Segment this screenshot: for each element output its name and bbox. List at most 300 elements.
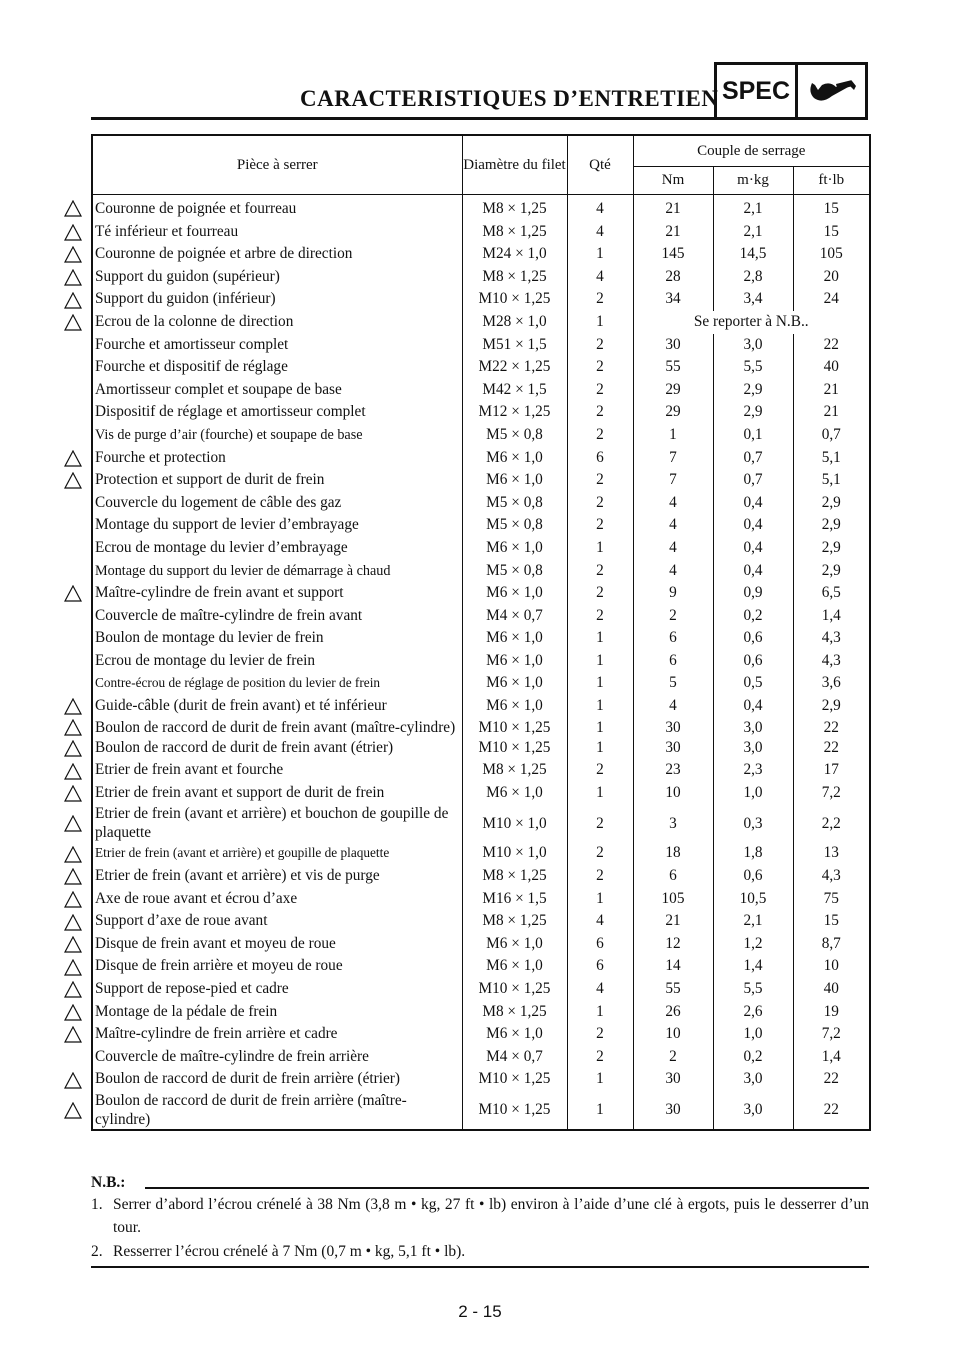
cell-mkg: 3,0: [713, 718, 793, 737]
cell-qty: 1: [567, 1091, 633, 1130]
cell-part: Support de repose-pied et cadre: [92, 978, 462, 1001]
cell-part: Fourche et dispositif de réglage: [92, 356, 462, 379]
triangle-marker-icon: [64, 815, 82, 832]
triangle-marker-icon: [64, 846, 82, 863]
cell-nm: 14: [633, 955, 713, 978]
cell-mkg: 14,5: [713, 243, 793, 266]
bottom-rule: [91, 1266, 869, 1268]
cell-thread: M42 × 1,5: [462, 379, 567, 402]
table-row: [92, 782, 870, 805]
cell-mkg: 3,0: [713, 737, 793, 760]
cell-mkg: 0,4: [713, 514, 793, 537]
cell-thread: M6 × 1,0: [462, 1023, 567, 1046]
cell-nm: 29: [633, 401, 713, 424]
cell-mkg: 2,1: [713, 195, 793, 221]
cell-qty: 1: [567, 888, 633, 911]
cell-qty: 2: [567, 605, 633, 628]
cell-thread: M22 × 1,25: [462, 356, 567, 379]
cell-nm: 10: [633, 1023, 713, 1046]
table-row: [92, 379, 870, 402]
table-row: [92, 582, 870, 605]
cell-ftlb: 2,9: [793, 492, 870, 515]
cell-ftlb: 22: [793, 718, 870, 737]
cell-qty: 1: [567, 537, 633, 560]
cell-part: Ecrou de montage du levier d’embrayage: [92, 537, 462, 560]
cell-part: Axe de roue avant et écrou d’axe: [92, 888, 462, 911]
header-nm: Nm: [633, 167, 713, 195]
triangle-marker-icon: [64, 314, 82, 331]
cell-mkg: 0,3: [713, 804, 793, 842]
cell-qty: 2: [567, 865, 633, 888]
cell-mkg: 0,4: [713, 560, 793, 583]
cell-mkg: 2,8: [713, 266, 793, 289]
table-row: [92, 865, 870, 888]
table-row: [92, 266, 870, 289]
cell-nm: 4: [633, 514, 713, 537]
cell-mkg: 2,1: [713, 221, 793, 244]
cell-nm: 28: [633, 266, 713, 289]
cell-thread: M10 × 1,25: [462, 1068, 567, 1091]
cell-nm: 12: [633, 933, 713, 956]
triangle-marker-icon: [64, 868, 82, 885]
cell-mkg: 0,4: [713, 537, 793, 560]
cell-torque-note: Se reporter à N.B..: [633, 311, 870, 334]
cell-part: Contre-écrou de réglage de position du levier de frein: [92, 672, 462, 695]
cell-qty: 4: [567, 266, 633, 289]
cell-mkg: 0,6: [713, 650, 793, 673]
cell-thread: M6 × 1,0: [462, 672, 567, 695]
cell-part: Disque de frein avant et moyeu de roue: [92, 933, 462, 956]
cell-thread: M16 × 1,5: [462, 888, 567, 911]
cell-part: Fourche et amortisseur complet: [92, 334, 462, 357]
cell-thread: M5 × 0,8: [462, 492, 567, 515]
cell-nm: 6: [633, 650, 713, 673]
cell-ftlb: 2,9: [793, 560, 870, 583]
table-row: [92, 933, 870, 956]
cell-ftlb: 1,4: [793, 605, 870, 628]
cell-nm: 21: [633, 910, 713, 933]
cell-nm: 3: [633, 804, 713, 842]
cell-part: Support d’axe de roue avant: [92, 910, 462, 933]
cell-thread: M6 × 1,0: [462, 537, 567, 560]
cell-ftlb: 13: [793, 842, 870, 865]
note-text: Resserrer l’écrou crénelé à 7 Nm (0,7 m • kg, 5,1 ft • lb).: [113, 1243, 466, 1260]
cell-thread: M5 × 0,8: [462, 514, 567, 537]
cell-thread: M5 × 0,8: [462, 424, 567, 447]
cell-qty: 2: [567, 1046, 633, 1069]
cell-ftlb: 7,2: [793, 782, 870, 805]
cell-ftlb: 15: [793, 910, 870, 933]
cell-qty: 4: [567, 910, 633, 933]
cell-part: Ecrou de la colonne de direction: [92, 311, 462, 334]
cell-thread: M10 × 1,25: [462, 718, 567, 737]
cell-mkg: 2,1: [713, 910, 793, 933]
cell-thread: M8 × 1,25: [462, 1001, 567, 1024]
spec-badge-label: SPEC: [717, 65, 798, 117]
cell-part: Etrier de frein avant et fourche: [92, 759, 462, 782]
cell-qty: 2: [567, 582, 633, 605]
triangle-marker-icon: [64, 740, 82, 757]
cell-part: Couvercle de maître-cylindre de frein avant: [92, 605, 462, 628]
cell-nm: 30: [633, 718, 713, 737]
header-ftlb: ft·lb: [793, 167, 870, 195]
cell-qty: 2: [567, 356, 633, 379]
cell-qty: 2: [567, 469, 633, 492]
cell-mkg: 0,7: [713, 447, 793, 470]
spec-badge: [714, 62, 868, 120]
cell-thread: M8 × 1,25: [462, 910, 567, 933]
table-row: [92, 537, 870, 560]
cell-qty: 1: [567, 737, 633, 760]
triangle-marker-icon: [64, 1026, 82, 1043]
cell-nm: 4: [633, 492, 713, 515]
cell-thread: M8 × 1,25: [462, 195, 567, 221]
cell-mkg: 0,2: [713, 1046, 793, 1069]
cell-qty: 2: [567, 759, 633, 782]
table-row: [92, 955, 870, 978]
cell-thread: M28 × 1,0: [462, 311, 567, 334]
cell-mkg: 1,2: [713, 933, 793, 956]
table-row: [92, 759, 870, 782]
cell-thread: M6 × 1,0: [462, 447, 567, 470]
cell-nm: 9: [633, 582, 713, 605]
cell-ftlb: 22: [793, 737, 870, 760]
table-row: [92, 910, 870, 933]
table-row: [92, 627, 870, 650]
triangle-marker-icon: [64, 1072, 82, 1089]
cell-nm: 26: [633, 1001, 713, 1024]
cell-nm: 6: [633, 627, 713, 650]
cell-mkg: 0,6: [713, 627, 793, 650]
cell-nm: 55: [633, 978, 713, 1001]
table-row: [92, 243, 870, 266]
cell-nm: 1: [633, 424, 713, 447]
title-underline: [91, 117, 715, 120]
note-text: Serrer d’abord l’écrou crénelé à 38 Nm (3,8 m • kg, 27 ft • lb) environ à l’aide d’une clé à ergots, puis le desserrer d’un tour.: [113, 1196, 869, 1236]
cell-mkg: 1,0: [713, 782, 793, 805]
cell-part: Boulon de raccord de durit de frein avant (maître-cylindre): [92, 718, 462, 737]
cell-qty: 2: [567, 334, 633, 357]
cell-part: Support du guidon (inférieur): [92, 288, 462, 311]
cell-part: Montage du support de levier d’embrayage: [92, 514, 462, 537]
header-torque: Couple de serrage: [633, 135, 870, 167]
cell-thread: M8 × 1,25: [462, 865, 567, 888]
cell-part: Amortisseur complet et soupape de base: [92, 379, 462, 402]
cell-mkg: 2,3: [713, 759, 793, 782]
table-row: [92, 888, 870, 911]
table-row: [92, 650, 870, 673]
cell-ftlb: 17: [793, 759, 870, 782]
cell-mkg: 3,0: [713, 1068, 793, 1091]
cell-part: Boulon de montage du levier de frein: [92, 627, 462, 650]
cell-thread: M8 × 1,25: [462, 759, 567, 782]
header-thread: Diamètre du filet: [462, 135, 567, 195]
cell-qty: 2: [567, 424, 633, 447]
cell-qty: 1: [567, 672, 633, 695]
cell-ftlb: 7,2: [793, 1023, 870, 1046]
cell-mkg: 1,4: [713, 955, 793, 978]
cell-thread: M4 × 0,7: [462, 605, 567, 628]
cell-ftlb: 10: [793, 955, 870, 978]
cell-ftlb: 5,1: [793, 469, 870, 492]
cell-part: Protection et support de durit de frein: [92, 469, 462, 492]
cell-mkg: 1,0: [713, 1023, 793, 1046]
table-row: [92, 842, 870, 865]
cell-ftlb: 24: [793, 288, 870, 311]
cell-thread: M6 × 1,0: [462, 695, 567, 718]
cell-thread: M4 × 0,7: [462, 1046, 567, 1069]
triangle-marker-icon: [64, 763, 82, 780]
triangle-marker-icon: [64, 981, 82, 998]
table-row: [92, 514, 870, 537]
cell-nm: 2: [633, 605, 713, 628]
cell-ftlb: 75: [793, 888, 870, 911]
cell-nm: 30: [633, 737, 713, 760]
cell-mkg: 3,4: [713, 288, 793, 311]
cell-ftlb: 2,9: [793, 514, 870, 537]
cell-part: Couvercle du logement de câble des gaz: [92, 492, 462, 515]
cell-part: Etrier de frein (avant et arrière) et goupille de plaquette: [92, 842, 462, 865]
note-number: 1.: [91, 1196, 103, 1213]
table-row: [92, 1001, 870, 1024]
cell-ftlb: 2,2: [793, 804, 870, 842]
cell-qty: 2: [567, 842, 633, 865]
cell-mkg: 1,8: [713, 842, 793, 865]
cell-nm: 145: [633, 243, 713, 266]
cell-qty: 1: [567, 718, 633, 737]
triangle-marker-icon: [64, 200, 82, 217]
nb-rule: [145, 1187, 869, 1189]
cell-qty: 6: [567, 447, 633, 470]
cell-part: Couvercle de maître-cylindre de frein arrière: [92, 1046, 462, 1069]
header-mkg: m·kg: [713, 167, 793, 195]
cell-part: Guide-câble (durit de frein avant) et té inférieur: [92, 695, 462, 718]
table-row: [92, 560, 870, 583]
cell-part: Etrier de frein avant et support de durit de frein: [92, 782, 462, 805]
table-row: [92, 605, 870, 628]
cell-part: Té inférieur et fourreau: [92, 221, 462, 244]
cell-part: Maître-cylindre de frein arrière et cadre: [92, 1023, 462, 1046]
cell-mkg: 0,2: [713, 605, 793, 628]
note-number: 2.: [91, 1243, 103, 1260]
cell-qty: 2: [567, 401, 633, 424]
cell-nm: 30: [633, 334, 713, 357]
cell-nm: 10: [633, 782, 713, 805]
table-row: [92, 424, 870, 447]
cell-ftlb: 19: [793, 1001, 870, 1024]
torque-spec-table: [91, 134, 871, 1131]
cell-mkg: 2,9: [713, 401, 793, 424]
cell-thread: M6 × 1,0: [462, 627, 567, 650]
cell-qty: 2: [567, 514, 633, 537]
cell-nm: 34: [633, 288, 713, 311]
cell-ftlb: 4,3: [793, 627, 870, 650]
table-row: [92, 311, 870, 334]
cell-thread: M10 × 1,25: [462, 1091, 567, 1130]
nb-label: N.B.:: [91, 1174, 126, 1191]
header-part: Pièce à serrer: [92, 135, 462, 195]
table-row: [92, 804, 870, 842]
cell-ftlb: 22: [793, 1091, 870, 1130]
cell-thread: M8 × 1,25: [462, 221, 567, 244]
cell-nm: 4: [633, 537, 713, 560]
triangle-marker-icon: [64, 936, 82, 953]
cell-qty: 1: [567, 243, 633, 266]
table-row: [92, 1046, 870, 1069]
cell-nm: 7: [633, 447, 713, 470]
table-row: [92, 195, 870, 221]
cell-nm: 4: [633, 695, 713, 718]
triangle-marker-icon: [64, 785, 82, 802]
cell-qty: 2: [567, 1023, 633, 1046]
page-number: 2 - 15: [458, 1302, 502, 1321]
cell-nm: 30: [633, 1068, 713, 1091]
cell-mkg: 0,6: [713, 865, 793, 888]
triangle-marker-icon: [64, 719, 82, 736]
cell-thread: M10 × 1,25: [462, 978, 567, 1001]
cell-ftlb: 5,1: [793, 447, 870, 470]
cell-nm: 18: [633, 842, 713, 865]
cell-part: Boulon de raccord de durit de frein arrière (maître-cylindre): [92, 1091, 462, 1130]
triangle-marker-icon: [64, 585, 82, 602]
cell-ftlb: 15: [793, 195, 870, 221]
cell-thread: M51 × 1,5: [462, 334, 567, 357]
table-row: [92, 492, 870, 515]
triangle-marker-icon: [64, 292, 82, 309]
cell-mkg: 3,0: [713, 1091, 793, 1130]
cell-ftlb: 22: [793, 1068, 870, 1091]
cell-ftlb: 8,7: [793, 933, 870, 956]
cell-mkg: 0,1: [713, 424, 793, 447]
table-row: [92, 221, 870, 244]
table-body: [92, 195, 870, 1130]
cell-nm: 29: [633, 379, 713, 402]
cell-qty: 4: [567, 978, 633, 1001]
table-row: [92, 1023, 870, 1046]
cell-thread: M10 × 1,0: [462, 842, 567, 865]
cell-qty: 4: [567, 195, 633, 221]
note-item: [91, 1240, 869, 1263]
table-row: [92, 356, 870, 379]
cell-part: Montage de la pédale de frein: [92, 1001, 462, 1024]
cell-thread: M6 × 1,0: [462, 955, 567, 978]
cell-thread: M6 × 1,0: [462, 933, 567, 956]
cell-nm: 5: [633, 672, 713, 695]
cell-nm: 23: [633, 759, 713, 782]
cell-mkg: 0,7: [713, 469, 793, 492]
cell-part: Couronne de poignée et arbre de direction: [92, 243, 462, 266]
cell-nm: 21: [633, 195, 713, 221]
cell-qty: 1: [567, 695, 633, 718]
triangle-marker-icon: [64, 450, 82, 467]
triangle-marker-icon: [64, 959, 82, 976]
cell-mkg: 3,0: [713, 334, 793, 357]
cell-thread: M10 × 1,25: [462, 288, 567, 311]
cell-qty: 2: [567, 560, 633, 583]
cell-thread: M6 × 1,0: [462, 782, 567, 805]
triangle-marker-icon: [64, 1004, 82, 1021]
cell-part: Boulon de raccord de durit de frein arrière (étrier): [92, 1068, 462, 1091]
cell-part: Dispositif de réglage et amortisseur complet: [92, 401, 462, 424]
cell-mkg: 0,4: [713, 695, 793, 718]
table-row: [92, 737, 870, 760]
cell-mkg: 2,6: [713, 1001, 793, 1024]
table-row: [92, 469, 870, 492]
triangle-marker-icon: [64, 914, 82, 931]
triangle-marker-icon: [64, 246, 82, 263]
cell-part: Maître-cylindre de frein avant et support: [92, 582, 462, 605]
cell-thread: M24 × 1,0: [462, 243, 567, 266]
cell-nm: 2: [633, 1046, 713, 1069]
cell-mkg: 0,9: [713, 582, 793, 605]
triangle-marker-icon: [64, 472, 82, 489]
triangle-marker-icon: [64, 269, 82, 286]
cell-thread: M6 × 1,0: [462, 469, 567, 492]
cell-thread: M8 × 1,25: [462, 266, 567, 289]
table-row: [92, 978, 870, 1001]
cell-ftlb: 20: [793, 266, 870, 289]
cell-qty: 1: [567, 311, 633, 334]
table-row: [92, 1068, 870, 1091]
triangle-marker-icon: [64, 698, 82, 715]
cell-ftlb: 4,3: [793, 865, 870, 888]
cell-ftlb: 40: [793, 978, 870, 1001]
cell-nm: 6: [633, 865, 713, 888]
marker-column: [64, 0, 84, 1358]
cell-ftlb: 2,9: [793, 537, 870, 560]
cell-thread: M10 × 1,25: [462, 737, 567, 760]
header-qty: Qté: [567, 135, 633, 195]
cell-qty: 1: [567, 650, 633, 673]
cell-ftlb: 4,3: [793, 650, 870, 673]
cell-thread: M12 × 1,25: [462, 401, 567, 424]
cell-part: Fourche et protection: [92, 447, 462, 470]
cell-qty: 4: [567, 221, 633, 244]
cell-qty: 1: [567, 627, 633, 650]
cell-nm: 105: [633, 888, 713, 911]
cell-mkg: 0,4: [713, 492, 793, 515]
cell-part: Montage du support du levier de démarrage à chaud: [92, 560, 462, 583]
triangle-marker-icon: [64, 1102, 82, 1119]
cell-thread: M6 × 1,0: [462, 582, 567, 605]
cell-thread: M5 × 0,8: [462, 560, 567, 583]
cell-part: Etrier de frein (avant et arrière) et vis de purge: [92, 865, 462, 888]
cell-mkg: 5,5: [713, 356, 793, 379]
cell-qty: 6: [567, 933, 633, 956]
cell-ftlb: 21: [793, 401, 870, 424]
cell-part: Disque de frein arrière et moyeu de roue: [92, 955, 462, 978]
cell-ftlb: 40: [793, 356, 870, 379]
cell-part: Etrier de frein (avant et arrière) et bouchon de goupille de plaquette: [92, 804, 462, 842]
cell-nm: 21: [633, 221, 713, 244]
table-row: [92, 1091, 870, 1130]
cell-qty: 2: [567, 379, 633, 402]
cell-ftlb: 2,9: [793, 695, 870, 718]
cell-part: Ecrou de montage du levier de frein: [92, 650, 462, 673]
cell-ftlb: 6,5: [793, 582, 870, 605]
note-item: [91, 1193, 869, 1239]
cell-qty: 1: [567, 1068, 633, 1091]
table-row: [92, 334, 870, 357]
triangle-marker-icon: [64, 224, 82, 241]
cell-ftlb: 0,7: [793, 424, 870, 447]
cell-nm: 55: [633, 356, 713, 379]
cell-part: Vis de purge d’air (fourche) et soupape de base: [92, 424, 462, 447]
cell-part: Support du guidon (supérieur): [92, 266, 462, 289]
table-row: [92, 288, 870, 311]
cell-thread: M10 × 1,0: [462, 804, 567, 842]
cell-ftlb: 105: [793, 243, 870, 266]
